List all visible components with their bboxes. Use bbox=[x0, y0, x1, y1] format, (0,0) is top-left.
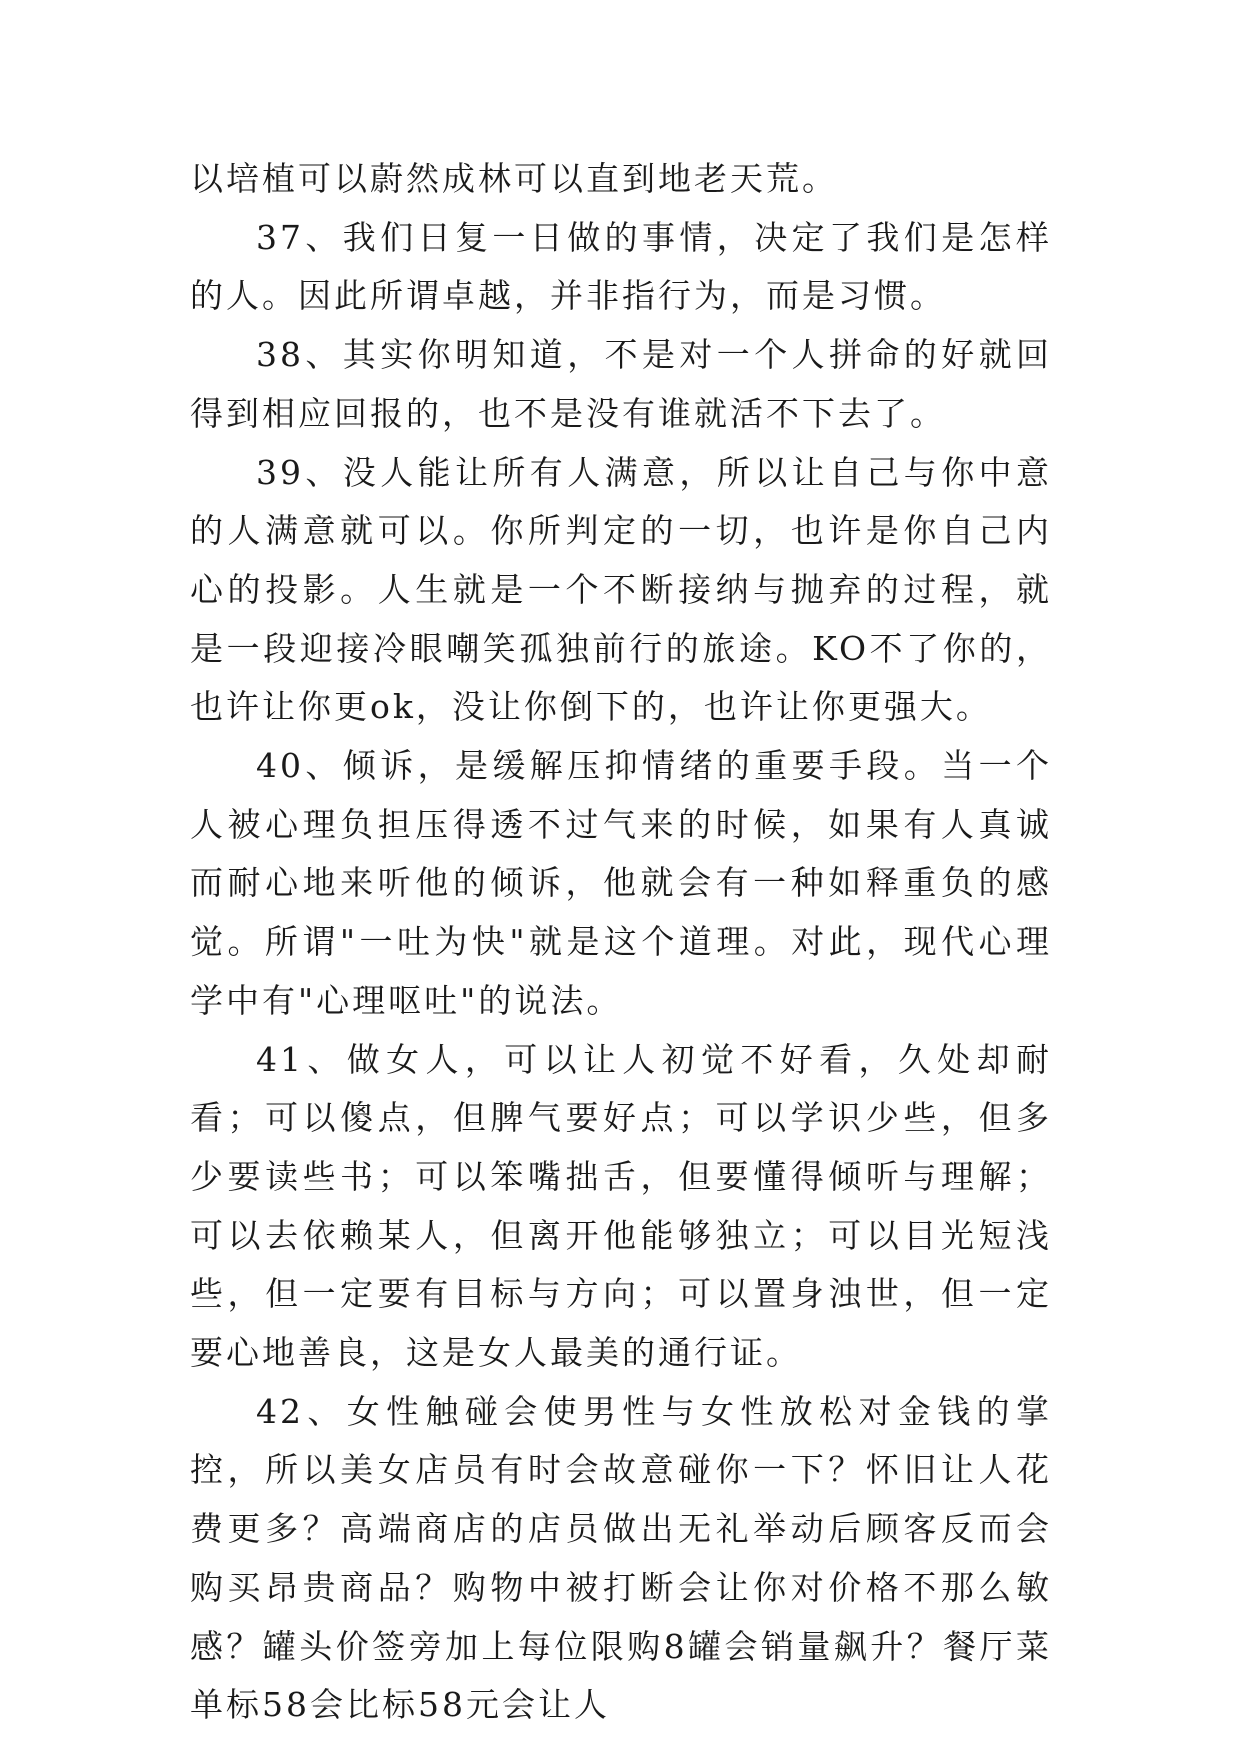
paragraph-41: 41、做女人，可以让人初觉不好看，久处却耐看；可以傻点，但脾气要好点；可以学识少些，但多少要读些书；可以笨嘴拙舌，但要懂得倾听与理解；可以去依赖某人，但离开他能够独立；可以目光短浅些，但一定要有目标与方向；可以置身浊世，但一定要心地善良，这是女人最美的通行证。 bbox=[190, 1039, 1052, 1373]
document-body bbox=[190, 150, 1052, 1735]
paragraph-42: 42、女性触碰会使男性与女性放松对金钱的掌控，所以美女店员有时会故意碰你一下？怀旧让人花费更多？高端商店的店员做出无礼举动后顾客反而会购买昂贵商品？购物中被打断会让你对价格不那么敏感？罐头价签旁加上每位限购8罐会销量飙升？餐厅菜单标58会比标58元会让人 bbox=[190, 1391, 1052, 1725]
paragraph-39: 39、没人能让所有人满意，所以让自己与你中意的人满意就可以。你所判定的一切，也许是你自己内心的投影。人生就是一个不断接纳与抛弃的过程，就是一段迎接冷眼嘲笑孤独前行的旅途。KO不了你的，也许让你更ok，没让你倒下的，也许让你更强大。 bbox=[190, 452, 1052, 727]
paragraph-continuation: 以培植可以蔚然成林可以直到地老天荒。 bbox=[190, 159, 838, 198]
paragraph-38: 38、其实你明知道，不是对一个人拼命的好就回得到相应回报的，也不是没有谁就活不下去了。 bbox=[190, 335, 1052, 433]
paragraph-37: 37、我们日复一日做的事情，决定了我们是怎样的人。因此所谓卓越，并非指行为，而是习惯。 bbox=[190, 217, 1052, 316]
paragraph-40: 40、倾诉，是缓解压抑情绪的重要手段。当一个人被心理负担压得透不过气来的时候，如果有人真诚而耐心地来听他的倾诉，他就会有一种如释重负的感觉。所谓"一吐为快"就是这个道理。对此，现代心理学中有"心理呕吐"的说法。 bbox=[190, 746, 1052, 1020]
